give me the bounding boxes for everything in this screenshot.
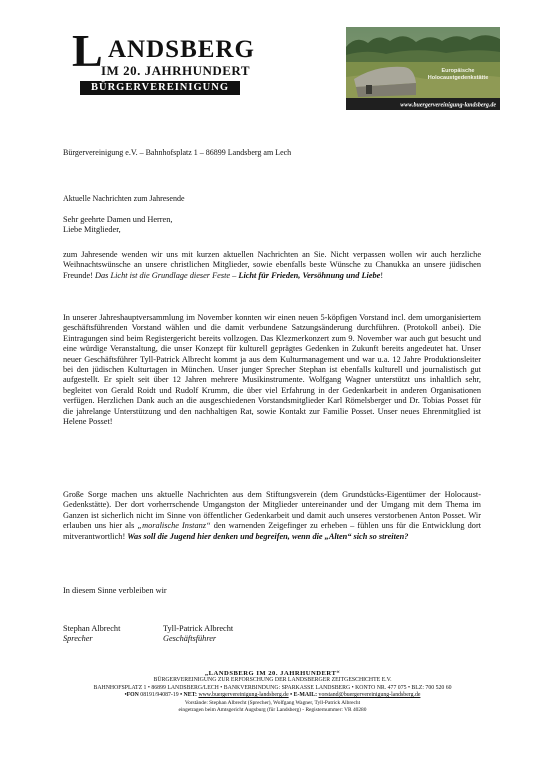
footer-line-2: BAHNHOFSPLATZ 1 • 86899 LANDSBERG/LECH • BANKVERBINDUNG: SPARKASSE LANDSBERG • KONTO NR. 477 075 • BLZ: 700 520 60 xyxy=(93,684,452,691)
paragraph-3-text-1: Große Sorge machen uns aktuelle Nachrichten aus dem Stiftungsverein (dem Grundstücks-Eigentümer der Holocaust-Gedenkstätte). Der dort vorherrschende Umgangston der Mitglieder untereinander und der Umgang mit dem Thema im Ganzen ist sicherlich nicht im Sinne von öffentlicher Gedenkarbeit und damit auch unseres verstorbenen Anton Posset. Wir erlauben uns hier als xyxy=(63,490,481,531)
footer-title: „LANDSBERG IM 20. JAHRHUNDERT“ xyxy=(204,670,341,677)
paragraph-2-text: In unserer Jahreshauptversammlung im November konnten wir einen neuen 5-köpfigen Vorstand incl. dem umorganisiertem geschäftsführenden Vorstand wählen und die damit verbundene Satzungsänderung durchführen. (Protokoll anbei). Die Eintragungen sind beim Registergericht bereits vollzogen. Das Klezmerkonzert zum 9. November war auch gut besucht und eine würdige Veranstaltung, die unser Konzept für kulturell geprägtes Gedenken in Zukunft bereits angedeutet hat. Unser neuer Geschäftsführer Tyll-Patrick Albrecht kommt ja aus dem Kulturmanagement und war u.a. 12 Jahre Produktionsleiter bei den jüdischen Kulturtagen in München. Unser junger Sprecher Stephan ist ebenfalls kulturell und journalistisch gut aufgestellt. Er spielt seit über 12 Jahren mehrere Musikinstrumente. Wolfgang Wagner unterstützt uns inhaltlich sehr, begleitet von Gerald Roidt und Rudolf Krumm, die über viel Erfahrung in der Gedenkarbeit in anderen Organisationen verfügen. Herzlichen Dank auch an die ausgeschiedenen Vorstandsmitglieder Karl Römelsberger und Dr. Tobias Posset für die jahrelange Unterstützung und den nachhaltigen Rat, sowie Kontakt zur Familie Posset. Unser neues Ehrenmitglied ist Helene Posset! xyxy=(63,313,481,427)
brand-subtitle: IM 20. JAHRHUNDERT xyxy=(101,63,251,78)
salutation-line-2: Liebe Mitglieder, xyxy=(63,225,121,235)
salutation-line-1: Sehr geehrte Damen und Herren, xyxy=(63,215,173,224)
footer-net-link[interactable]: www.buergervereinigung-landsberg.de xyxy=(198,692,289,699)
signature-2 xyxy=(163,624,233,645)
signature-2-name: Tyll-Patrick Albrecht xyxy=(163,624,234,633)
brand-initial: L xyxy=(72,25,103,76)
signature-1 xyxy=(63,624,120,645)
footer-mail-label: • E-MAIL: xyxy=(290,692,318,699)
footer xyxy=(20,670,525,714)
signature-1-role: Sprecher xyxy=(63,634,93,644)
footer-board: Vorstände: Stephan Albrecht (Sprecher), Wolfgang Wagner, Tyll-Patrick Albrecht xyxy=(184,699,361,706)
signature-1-name: Stephan Albrecht xyxy=(63,624,121,633)
footer-mail-link[interactable]: vorstand@buergervereinigung-landsberg.de xyxy=(318,692,421,699)
photo-caption-1: Europäische xyxy=(441,68,475,74)
paragraph-3-italic: „moralische Instanz“ xyxy=(137,521,211,531)
paragraph-3 xyxy=(63,490,481,542)
salutation xyxy=(63,215,481,236)
paragraph-1-bold-italic: Licht für Frieden, Versöhnung und Liebe xyxy=(238,270,381,280)
paragraph-1 xyxy=(63,250,481,281)
paragraph-2 xyxy=(63,313,481,427)
footer-contact xyxy=(20,692,525,699)
signature-2-role: Geschäftsführer xyxy=(163,634,217,644)
footer-net-label: • NET: xyxy=(180,692,197,699)
closing: In diesem Sinne verbleiben wir xyxy=(63,586,167,595)
paragraph-3-text-2: den warnenden Zeigefinger zu erheben – fühlen uns für die Entwicklung dort mitverantwortlich! xyxy=(63,521,482,541)
paragraph-1-end: ! xyxy=(380,270,384,280)
memorial-photo xyxy=(346,27,500,110)
paragraph-3-bold-italic: Was soll die Jugend hier denken und begreifen, wenn die „Alten“ sich so streiten? xyxy=(127,531,409,541)
sender-line: Bürgervereinigung e.V. – Bahnhofsplatz 1 – 86899 Landsberg am Lech xyxy=(63,148,292,157)
brand-title: ANDSBERG xyxy=(108,36,255,63)
subject: Aktuelle Nachrichten zum Jahresende xyxy=(63,194,185,203)
photo-caption-2: Holocaustgedenkstätte xyxy=(427,75,489,81)
photo-url: www.buergervereinigung-landsberg.de xyxy=(400,102,496,109)
footer-fon: 08191/94087-19 xyxy=(140,692,179,699)
paragraph-1-text: zum Jahresende wenden wir uns mit kurzen aktuellen Nachrichten an Sie. Nicht verpassen wollen wir auch herzliche Weihnachtswünsche an unsere christlichen Mitglieder, sowie ebenfalls beste Wünsche zu Chanukka an unsere jüdischen Freunde! xyxy=(63,250,481,280)
footer-register: eingetragen beim Amtsgericht Augsburg (für Landsberg) - Registernummer: VR 40280 xyxy=(178,707,367,714)
paragraph-1-italic: Das Licht ist die Grundlage dieser Feste – xyxy=(95,270,237,280)
brand-bar: BÜRGERVEREINIGUNG xyxy=(80,81,240,95)
footer-line-1: BÜRGERVEREINIGUNG ZUR ERFORSCHUNG DER LANDSBERGER ZEITGESCHICHTE E.V. xyxy=(153,677,392,684)
footer-fon-label: •FON xyxy=(124,692,139,699)
